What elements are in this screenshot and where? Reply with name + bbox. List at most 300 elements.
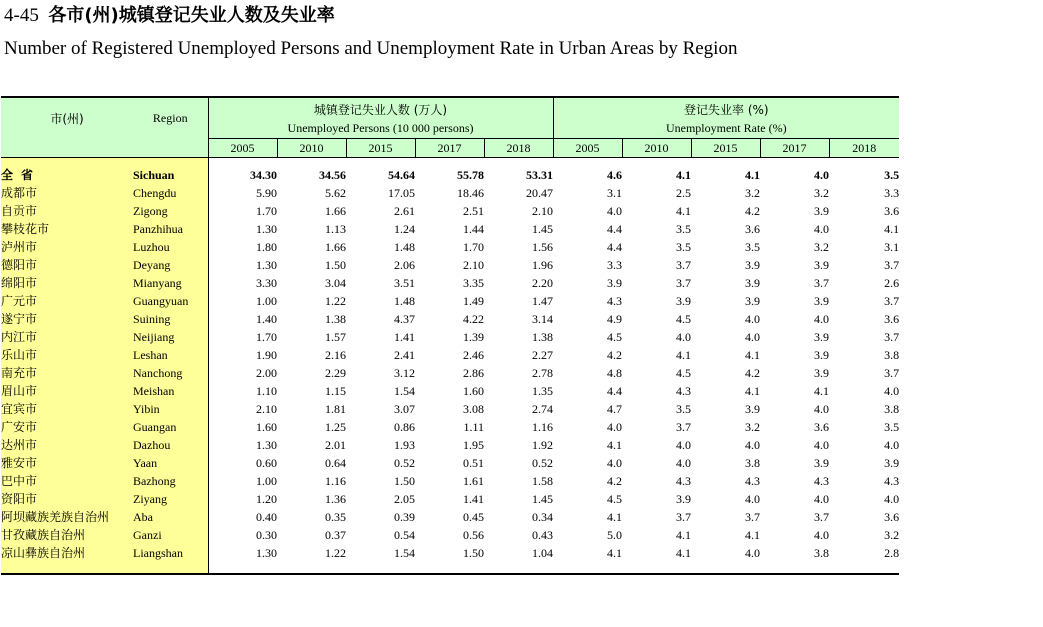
rate-cell: 4.3 (745, 474, 761, 488)
persons-cell: 55.78 (457, 168, 484, 182)
persons-cell: 1.38 (532, 330, 554, 344)
persons-cell: 0.39 (394, 510, 415, 524)
rate-cell: 3.9 (814, 330, 830, 344)
persons-cell: 0.60 (208, 454, 277, 472)
unemployment-table (1, 96, 899, 575)
persons-cell: 1.41 (463, 492, 484, 506)
header-row-1 (1, 97, 899, 118)
rate-cell: 4.0 (814, 222, 830, 236)
rate-cell: 4.0 (745, 330, 761, 344)
persons-cell: 1.93 (394, 438, 415, 452)
year-header: 2005 (208, 139, 277, 158)
rate-cell: 4.0 (814, 312, 830, 326)
rate-cell: 4.0 (745, 312, 761, 326)
table-row-total (1, 166, 899, 184)
persons-cell: 17.05 (388, 186, 415, 200)
rate-cell: 3.7 (814, 510, 830, 524)
rate-cell: 3.7 (676, 258, 692, 272)
rate-cell: 4.0 (745, 438, 761, 452)
persons-cell: 1.24 (394, 222, 415, 236)
rate-group-header-en: Unemployment Rate (%) (553, 118, 899, 139)
page-title-en: Number of Registered Unemployed Persons and Unemployment Rate in Urban Areas by Region (4, 38, 738, 59)
rate-cell: 4.0 (607, 420, 623, 434)
rate-cell: 4.0 (814, 438, 830, 452)
rate-cell: 3.9 (676, 294, 692, 308)
table-row (1, 310, 899, 328)
rate-cell: 3.7 (676, 276, 692, 290)
rate-cell: 4.0 (814, 492, 830, 506)
persons-cell: 2.10 (208, 400, 277, 418)
rate-cell: 3.7 (884, 294, 900, 308)
persons-cell: 2.74 (532, 402, 554, 416)
persons-cell: 1.66 (325, 240, 346, 254)
persons-cell: 1.61 (463, 474, 484, 488)
persons-cell: 1.54 (394, 546, 415, 560)
persons-cell: 0.37 (325, 528, 346, 542)
rate-cell: 4.0 (884, 492, 900, 506)
persons-cell: 2.86 (463, 366, 484, 380)
persons-cell: 34.30 (208, 166, 277, 184)
persons-cell: 0.52 (532, 456, 554, 470)
year-header: 2005 (553, 139, 622, 158)
region-en: Chengdu (133, 184, 208, 202)
year-header: 2017 (760, 139, 829, 158)
city-cn: 乐山市 (1, 346, 133, 364)
city-cn: 达州市 (1, 436, 133, 454)
table-row (1, 436, 899, 454)
table-row (1, 184, 899, 202)
region-en: Mianyang (133, 274, 208, 292)
persons-cell: 5.62 (325, 186, 346, 200)
region-en: Zigong (133, 202, 208, 220)
rate-cell: 3.8 (745, 456, 761, 470)
region-en: Suining (133, 310, 208, 328)
rate-cell: 4.0 (884, 384, 900, 398)
persons-cell: 3.08 (463, 402, 484, 416)
rate-cell: 3.6 (884, 204, 900, 218)
rate-cell: 2.6 (884, 276, 900, 290)
persons-cell: 0.51 (463, 456, 484, 470)
table-row (1, 454, 899, 472)
persons-cell: 3.51 (394, 276, 415, 290)
rate-cell: 4.0 (676, 330, 692, 344)
rate-cell: 4.2 (745, 366, 761, 380)
table-row (1, 508, 899, 526)
city-column-header: 市(州) (50, 111, 84, 126)
region-en: Ziyang (133, 490, 208, 508)
rate-cell: 4.0 (814, 168, 830, 182)
year-header: 2010 (622, 139, 691, 158)
persons-cell: 2.61 (394, 204, 415, 218)
persons-cell: 1.10 (208, 382, 277, 400)
year-header: 2015 (346, 139, 415, 158)
year-header: 2010 (277, 139, 346, 158)
persons-cell: 1.00 (208, 472, 277, 490)
persons-cell: 1.70 (463, 240, 484, 254)
persons-cell: 1.22 (325, 546, 346, 560)
table-row (1, 544, 899, 562)
persons-cell: 3.30 (208, 274, 277, 292)
rate-cell: 4.1 (814, 384, 830, 398)
persons-cell: 2.01 (325, 438, 346, 452)
rate-cell: 4.2 (745, 204, 761, 218)
rate-cell: 4.0 (884, 438, 900, 452)
table-row (1, 256, 899, 274)
rate-cell: 3.9 (745, 402, 761, 416)
rate-cell: 3.7 (676, 510, 692, 524)
rate-cell: 2.8 (884, 546, 900, 560)
persons-cell: 3.12 (394, 366, 415, 380)
city-cn: 遂宁市 (1, 310, 133, 328)
rate-cell: 4.1 (676, 546, 692, 560)
persons-cell: 1.15 (325, 384, 346, 398)
table-row (1, 418, 899, 436)
region-en: Sichuan (133, 166, 208, 184)
persons-cell: 1.39 (463, 330, 484, 344)
persons-cell: 1.30 (208, 220, 277, 238)
persons-cell: 1.50 (463, 546, 484, 560)
rate-cell: 3.9 (745, 258, 761, 272)
persons-cell: 2.41 (394, 348, 415, 362)
rate-cell: 3.9 (745, 276, 761, 290)
persons-cell: 0.30 (208, 526, 277, 544)
table-row (1, 526, 899, 544)
rate-cell: 4.0 (676, 456, 692, 470)
rate-cell: 4.0 (814, 528, 830, 542)
rate-cell: 3.8 (814, 546, 830, 560)
persons-cell: 1.50 (325, 258, 346, 272)
rate-cell: 4.5 (607, 492, 623, 506)
persons-cell: 0.35 (325, 510, 346, 524)
rate-cell: 3.8 (884, 402, 900, 416)
rate-cell: 4.7 (607, 402, 623, 416)
persons-cell: 3.35 (463, 276, 484, 290)
persons-cell: 1.80 (208, 238, 277, 256)
rate-cell: 4.1 (607, 546, 623, 560)
persons-cell: 2.46 (463, 348, 484, 362)
rate-cell: 4.1 (676, 168, 692, 182)
rate-cell: 3.9 (814, 204, 830, 218)
city-cn: 广安市 (1, 418, 133, 436)
rate-cell: 3.7 (676, 420, 692, 434)
persons-cell: 0.40 (208, 508, 277, 526)
persons-cell: 1.48 (394, 294, 415, 308)
table-number: 4-45 (4, 5, 39, 26)
rate-cell: 2.5 (676, 186, 692, 200)
rate-cell: 3.6 (884, 312, 900, 326)
table-row (1, 292, 899, 310)
city-cn: 广元市 (1, 292, 133, 310)
rate-cell: 3.7 (814, 276, 830, 290)
city-cn: 雅安市 (1, 454, 133, 472)
rate-cell: 3.9 (676, 492, 692, 506)
rate-cell: 4.1 (676, 348, 692, 362)
table-row (1, 400, 899, 418)
rate-cell: 3.5 (745, 240, 761, 254)
region-column-header: Region (152, 110, 188, 125)
city-cn: 绵阳市 (1, 274, 133, 292)
year-header: 2018 (484, 139, 553, 158)
page-title-cn (4, 3, 335, 29)
rate-cell: 4.3 (607, 294, 623, 308)
city-cn: 资阳市 (1, 490, 133, 508)
rate-cell: 3.9 (814, 348, 830, 362)
persons-cell: 0.54 (394, 528, 415, 542)
persons-cell: 1.30 (208, 256, 277, 274)
persons-cell: 1.35 (532, 384, 554, 398)
region-en: Ganzi (133, 526, 208, 544)
rate-cell: 4.0 (745, 546, 761, 560)
rate-cell: 3.5 (676, 222, 692, 236)
rate-cell: 4.6 (607, 168, 623, 182)
rate-cell: 3.2 (814, 186, 830, 200)
rate-cell: 3.9 (814, 294, 830, 308)
rate-cell: 4.3 (676, 474, 692, 488)
persons-cell: 1.41 (394, 330, 415, 344)
rate-cell: 4.1 (745, 384, 761, 398)
rate-cell: 3.9 (884, 456, 900, 470)
persons-cell: 1.22 (325, 294, 346, 308)
city-cn: 南充市 (1, 364, 133, 382)
region-en: Nanchong (133, 364, 208, 382)
persons-cell: 2.00 (208, 364, 277, 382)
rate-cell: 4.0 (607, 204, 623, 218)
table-row (1, 490, 899, 508)
title-cn-text: 各市(州)城镇登记失业人数及失业率 (48, 5, 335, 26)
rate-cell: 4.0 (814, 402, 830, 416)
persons-cell: 1.25 (325, 420, 346, 434)
rate-cell: 3.7 (745, 510, 761, 524)
rate-cell: 3.3 (607, 258, 623, 272)
city-cn: 宜宾市 (1, 400, 133, 418)
region-en: Neijiang (133, 328, 208, 346)
persons-cell: 1.16 (532, 420, 554, 434)
rate-cell: 4.1 (745, 348, 761, 362)
table-row (1, 346, 899, 364)
region-en: Luzhou (133, 238, 208, 256)
persons-cell: 1.20 (208, 490, 277, 508)
city-cn: 自贡市 (1, 202, 133, 220)
rate-cell: 3.5 (676, 402, 692, 416)
persons-cell: 1.30 (208, 436, 277, 454)
rate-cell: 4.5 (676, 312, 692, 326)
persons-cell: 3.07 (394, 402, 415, 416)
region-en: Yaan (133, 454, 208, 472)
region-en: Guangan (133, 418, 208, 436)
persons-cell: 3.14 (532, 312, 554, 326)
region-en: Leshan (133, 346, 208, 364)
persons-cell: 4.37 (394, 312, 415, 326)
persons-cell: 2.29 (325, 366, 346, 380)
persons-group-header-en: Unemployed Persons (10 000 persons) (208, 118, 553, 139)
rate-cell: 3.6 (745, 222, 761, 236)
persons-cell: 1.45 (532, 492, 554, 506)
year-header-row (1, 139, 899, 158)
city-cn: 甘孜藏族自治州 (1, 526, 133, 544)
persons-cell: 1.00 (208, 292, 277, 310)
rate-cell: 3.7 (884, 330, 900, 344)
persons-cell: 1.40 (208, 310, 277, 328)
rate-cell: 3.9 (745, 294, 761, 308)
persons-cell: 2.51 (463, 204, 484, 218)
rate-cell: 3.1 (607, 186, 623, 200)
rate-cell: 3.2 (745, 186, 761, 200)
city-cn: 泸州市 (1, 238, 133, 256)
table-row (1, 202, 899, 220)
table-row (1, 220, 899, 238)
rate-cell: 4.1 (884, 222, 900, 236)
rate-cell: 3.1 (884, 240, 900, 254)
rate-cell: 4.0 (745, 492, 761, 506)
persons-cell: 1.70 (208, 202, 277, 220)
rate-cell: 4.2 (607, 348, 623, 362)
persons-cell: 2.16 (325, 348, 346, 362)
rate-cell: 4.1 (607, 510, 623, 524)
rate-cell: 3.6 (884, 510, 900, 524)
persons-cell: 1.95 (463, 438, 484, 452)
persons-cell: 4.22 (463, 312, 484, 326)
city-cn: 阿坝藏族羌族自治州 (1, 508, 133, 526)
rate-cell: 4.3 (884, 474, 900, 488)
persons-cell: 0.52 (394, 456, 415, 470)
persons-cell: 0.34 (532, 510, 554, 524)
rate-cell: 3.5 (884, 168, 900, 182)
persons-cell: 1.11 (463, 420, 484, 434)
persons-cell: 2.20 (532, 276, 554, 290)
city-cn: 眉山市 (1, 382, 133, 400)
persons-cell: 2.05 (394, 492, 415, 506)
persons-cell: 1.44 (463, 222, 484, 236)
year-header: 2018 (829, 139, 899, 158)
rate-cell: 4.3 (814, 474, 830, 488)
persons-cell: 1.13 (325, 222, 346, 236)
persons-cell: 1.56 (532, 240, 554, 254)
persons-cell: 1.30 (208, 544, 277, 562)
persons-cell: 2.06 (394, 258, 415, 272)
city-cn: 凉山彝族自治州 (1, 544, 133, 562)
rate-cell: 3.2 (814, 240, 830, 254)
persons-cell: 1.57 (325, 330, 346, 344)
persons-cell: 34.56 (319, 168, 346, 182)
city-cn: 巴中市 (1, 472, 133, 490)
region-en: Bazhong (133, 472, 208, 490)
rate-group-header-cn: 登记失业率 (%) (553, 97, 899, 118)
rate-cell: 4.1 (676, 528, 692, 542)
rate-cell: 4.2 (607, 474, 623, 488)
region-en: Deyang (133, 256, 208, 274)
persons-group-header-cn: 城镇登记失业人数 (万人) (208, 97, 553, 118)
table-row (1, 274, 899, 292)
persons-cell: 1.81 (325, 402, 346, 416)
persons-cell: 53.31 (526, 168, 554, 182)
table-row (1, 364, 899, 382)
region-en: Guangyuan (133, 292, 208, 310)
persons-cell: 1.92 (532, 438, 554, 452)
persons-cell: 1.70 (208, 328, 277, 346)
city-cn: 内江市 (1, 328, 133, 346)
rate-cell: 4.9 (607, 312, 623, 326)
rate-cell: 4.5 (607, 330, 623, 344)
year-header: 2015 (691, 139, 760, 158)
rate-cell: 3.9 (814, 456, 830, 470)
persons-cell: 2.78 (532, 366, 554, 380)
persons-cell: 1.04 (532, 546, 554, 560)
table-row (1, 328, 899, 346)
persons-cell: 1.36 (325, 492, 346, 506)
rate-cell: 4.3 (676, 384, 692, 398)
persons-cell: 2.10 (532, 204, 554, 218)
rate-cell: 4.1 (745, 168, 761, 182)
persons-cell: 3.04 (325, 276, 346, 290)
rate-cell: 3.9 (814, 366, 830, 380)
city-cn: 攀枝花市 (1, 220, 133, 238)
rate-cell: 3.5 (676, 240, 692, 254)
rate-cell: 3.3 (884, 186, 900, 200)
region-en: Meishan (133, 382, 208, 400)
persons-cell: 2.27 (532, 348, 554, 362)
persons-cell: 1.50 (394, 474, 415, 488)
rate-cell: 4.1 (745, 528, 761, 542)
persons-cell: 1.58 (532, 474, 554, 488)
city-cn: 德阳市 (1, 256, 133, 274)
rate-cell: 4.0 (676, 438, 692, 452)
rate-cell: 3.2 (745, 420, 761, 434)
persons-cell: 1.47 (532, 294, 554, 308)
rate-cell: 3.5 (884, 420, 900, 434)
region-en: Panzhihua (133, 220, 208, 238)
rate-cell: 3.7 (884, 258, 900, 272)
region-en: Dazhou (133, 436, 208, 454)
persons-cell: 20.47 (526, 186, 554, 200)
table-body (1, 158, 899, 575)
persons-cell: 5.90 (208, 184, 277, 202)
persons-cell: 1.49 (463, 294, 484, 308)
table-row (1, 238, 899, 256)
persons-cell: 1.45 (532, 222, 554, 236)
rate-cell: 4.4 (607, 222, 623, 236)
persons-cell: 1.48 (394, 240, 415, 254)
rate-cell: 4.1 (607, 438, 623, 452)
rate-cell: 3.9 (607, 276, 623, 290)
rate-cell: 4.5 (676, 366, 692, 380)
rate-cell: 4.0 (607, 456, 623, 470)
table-row (1, 472, 899, 490)
persons-cell: 1.90 (208, 346, 277, 364)
persons-cell: 1.60 (463, 384, 484, 398)
persons-cell: 0.86 (394, 420, 415, 434)
persons-cell: 1.96 (532, 258, 554, 272)
persons-cell: 0.43 (532, 528, 554, 542)
persons-cell: 1.60 (208, 418, 277, 436)
region-en: Liangshan (133, 544, 208, 562)
rate-cell: 4.4 (607, 384, 623, 398)
rate-cell: 4.1 (676, 204, 692, 218)
persons-cell: 1.66 (325, 204, 346, 218)
table-row (1, 382, 899, 400)
persons-cell: 1.16 (325, 474, 346, 488)
rate-cell: 4.4 (607, 240, 623, 254)
rate-cell: 3.9 (814, 258, 830, 272)
rate-cell: 3.6 (814, 420, 830, 434)
persons-cell: 0.56 (463, 528, 484, 542)
persons-cell: 18.46 (457, 186, 484, 200)
region-en: Aba (133, 508, 208, 526)
city-cn: 全省 (1, 166, 133, 184)
rate-cell: 5.0 (607, 528, 623, 542)
rate-cell: 3.2 (884, 528, 900, 542)
persons-cell: 1.54 (394, 384, 415, 398)
persons-cell: 0.45 (463, 510, 484, 524)
